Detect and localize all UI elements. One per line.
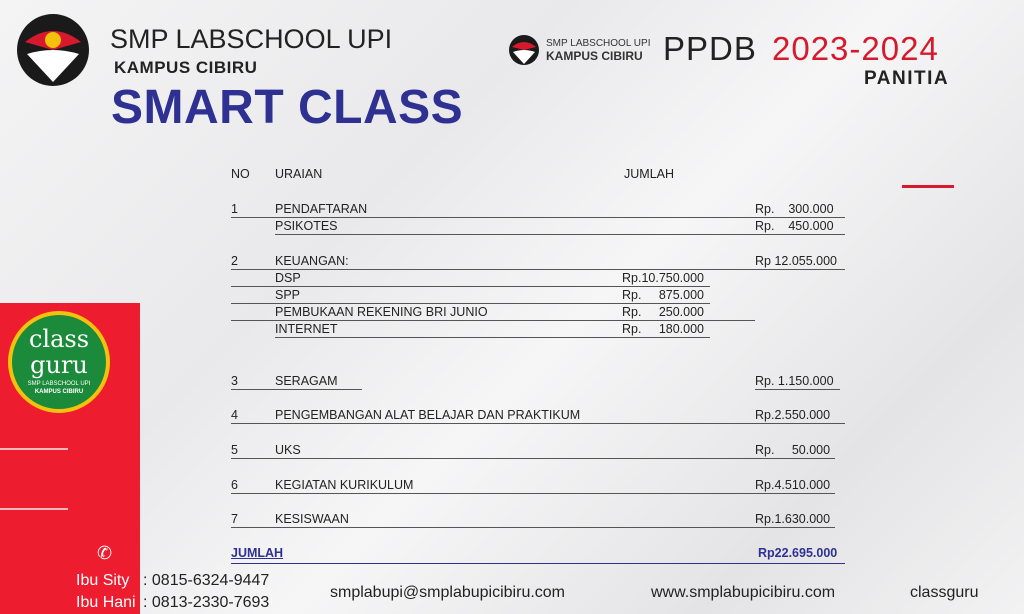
row-total-amount: Rp.1.630.000 bbox=[755, 512, 831, 526]
email-link[interactable]: smplabupi@smplabupicibiru.com bbox=[330, 584, 566, 601]
divider-line bbox=[0, 448, 68, 450]
row-number: 6 bbox=[231, 478, 238, 492]
row-description: SPP bbox=[275, 288, 301, 302]
row-total-amount: Rp.4.510.000 bbox=[755, 478, 831, 492]
accent-line bbox=[902, 185, 954, 188]
row-underline bbox=[231, 458, 835, 459]
row-sub-amount: Rp. 180.000 bbox=[622, 322, 705, 336]
website-link[interactable]: www.smplabupicibiru.com bbox=[651, 584, 836, 601]
row-underline bbox=[231, 217, 845, 218]
row-description: KESISWAAN bbox=[275, 512, 349, 526]
row-number: 1 bbox=[231, 202, 238, 216]
row-total-amount: Rp. 1.150.000 bbox=[755, 374, 834, 388]
row-number: 2 bbox=[231, 254, 238, 268]
contact-phone-1: : 0815-6324-9447 bbox=[143, 572, 270, 589]
row-underline bbox=[231, 269, 845, 270]
row-underline bbox=[275, 337, 710, 338]
row-description: SERAGAM bbox=[275, 374, 338, 388]
divider-line bbox=[0, 508, 68, 510]
row-underline bbox=[275, 234, 845, 235]
row-underline bbox=[231, 303, 710, 304]
classguru-badge bbox=[8, 311, 110, 413]
row-total-amount: Rp. 450.000 bbox=[755, 219, 834, 233]
social-handle[interactable]: classguru bbox=[910, 584, 979, 601]
row-description: KEUANGAN: bbox=[275, 254, 349, 268]
row-description: PSIKOTES bbox=[275, 219, 338, 233]
row-description: UKS bbox=[275, 443, 301, 457]
row-underline bbox=[231, 527, 835, 528]
row-description: PENDAFTARAN bbox=[275, 202, 368, 216]
row-description: DSP bbox=[275, 271, 301, 285]
row-sub-amount: Rp. 250.000 bbox=[622, 305, 705, 319]
row-total-amount: Rp. 300.000 bbox=[755, 202, 834, 216]
row-number: 3 bbox=[231, 374, 238, 388]
row-number: 7 bbox=[231, 512, 238, 526]
committee-label: PANITIA bbox=[864, 68, 950, 89]
row-sub-amount: Rp.10.750.000 bbox=[622, 271, 705, 285]
school-logo bbox=[15, 12, 91, 88]
row-description: INTERNET bbox=[275, 322, 338, 336]
header-desc: URAIAN bbox=[275, 167, 323, 181]
phone-icon: ✆ bbox=[97, 543, 113, 563]
header-no: NO bbox=[231, 167, 250, 181]
badge-text-campus: KAMPUS CIBIRU bbox=[34, 389, 84, 395]
small-logo-campus: KAMPUS CIBIRU bbox=[546, 49, 643, 63]
row-sub-amount: Rp. 875.000 bbox=[622, 288, 705, 302]
header-amount: JUMLAH bbox=[624, 167, 675, 181]
row-total-amount: Rp.2.550.000 bbox=[755, 408, 831, 422]
row-number: 4 bbox=[231, 408, 238, 422]
row-underline bbox=[231, 389, 362, 390]
program-title: SMART CLASS bbox=[111, 81, 464, 134]
total-underline bbox=[231, 563, 845, 564]
row-underline bbox=[231, 423, 845, 424]
campus-name: KAMPUS CIBIRU bbox=[114, 58, 258, 77]
small-school-logo bbox=[508, 34, 540, 66]
row-underline bbox=[231, 320, 755, 321]
badge-text-school: SMP LABSCHOOL UPI bbox=[27, 381, 91, 387]
row-underline bbox=[231, 493, 835, 494]
ppdb-label: PPDB bbox=[663, 30, 757, 67]
contact-phone-2: : 0813-2330-7693 bbox=[143, 594, 270, 611]
contact-name-1: Ibu Sity bbox=[76, 572, 130, 589]
row-number: 5 bbox=[231, 443, 238, 457]
contact-name-2: Ibu Hani bbox=[76, 594, 136, 611]
school-name: SMP LABSCHOOL UPI bbox=[110, 24, 393, 54]
badge-text-class: class bbox=[28, 325, 90, 353]
row-underline bbox=[231, 286, 710, 287]
row-total-amount: Rp. 50.000 bbox=[755, 443, 831, 457]
row-underline bbox=[755, 389, 840, 390]
row-description: PEMBUKAAN REKENING BRI JUNIO bbox=[275, 305, 488, 319]
total-value: Rp22.695.000 bbox=[758, 546, 838, 560]
year-label: 2023-2024 bbox=[772, 30, 939, 67]
row-total-amount: Rp 12.055.000 bbox=[755, 254, 838, 268]
row-description: KEGIATAN KURIKULUM bbox=[275, 478, 414, 492]
total-label: JUMLAH bbox=[231, 546, 284, 560]
small-logo-school: SMP LABSCHOOL UPI bbox=[546, 38, 651, 49]
row-description: PENGEMBANGAN ALAT BELAJAR DAN PRAKTIKUM bbox=[275, 408, 581, 422]
badge-text-guru: guru bbox=[30, 351, 88, 379]
